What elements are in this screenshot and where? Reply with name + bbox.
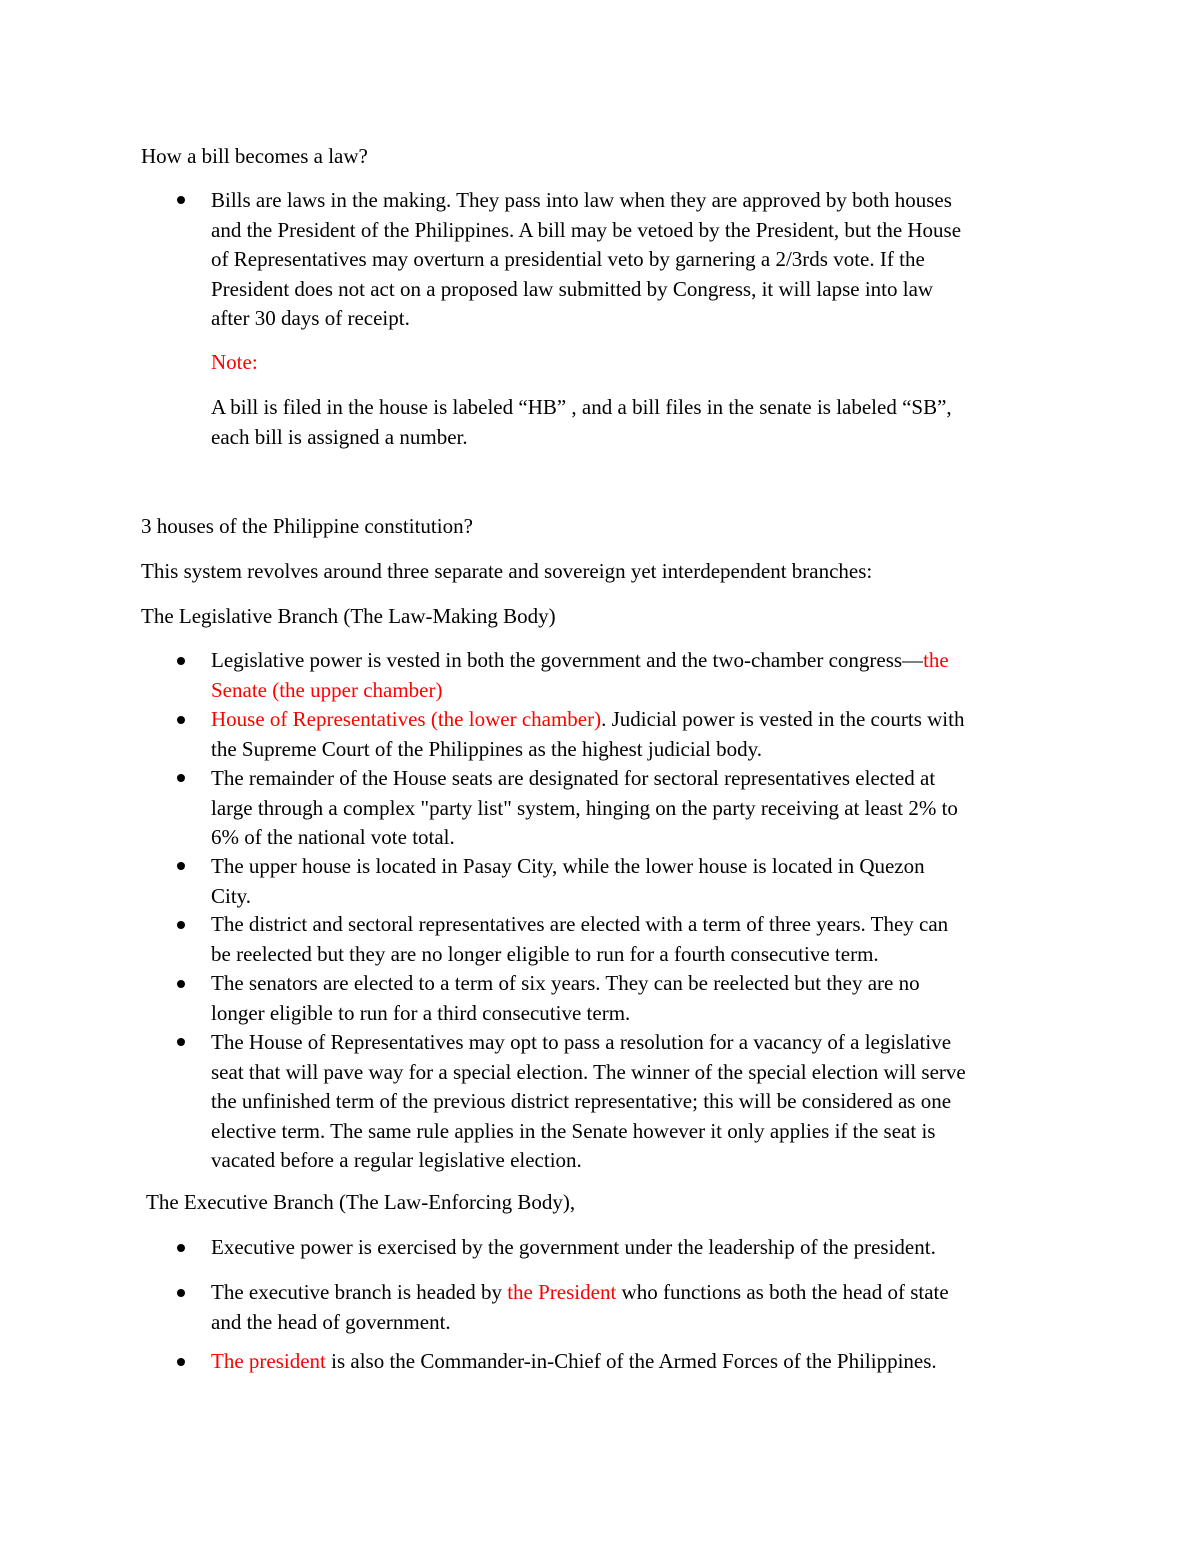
bullet-icon (177, 774, 185, 782)
legislative-branch-heading: The Legislative Branch (The Law-Making Body) (141, 604, 556, 628)
executive-bullet-3: The president is also the Commander-in-Chief of the Armed Forces of the Philippines. (211, 1349, 937, 1373)
legislative-bullet-3: The remainder of the House seats are designated for sectoral representatives elected at large through a complex "party list" system, hinging on the party receiving at least 2% to 6% of the national vote total. (211, 766, 958, 850)
bullet-bill-process: Bills are laws in the making. They pass into law when they are approved by both houses and the President of the Philippines. A bill may be vetoed by the President, but the House of Representatives may overturn a presidential veto by garnering a 2/3rds vote. If the President does not act on a proposed law submitted by Congress, it will lapse into law after 30 days of receipt. (211, 188, 962, 331)
bullet-icon (177, 980, 185, 988)
section-heading-bill-to-law: How a bill becomes a law? (141, 144, 368, 168)
legislative-bullet-6: The senators are elected to a term of six years. They can be reelected but they are no longer eligible to run for a third consecutive term. (211, 971, 920, 1025)
note-text: A bill is filed in the house is labeled “HB” , and a bill files in the senate is labeled “SB”, each bill is assigned a number. (211, 395, 952, 449)
bullet-icon (177, 1358, 185, 1366)
bullet-icon (177, 196, 185, 204)
bullet-icon (177, 657, 185, 665)
bullet-icon (177, 862, 185, 870)
legislative-bullet-1: Legislative power is vested in both the government and the two-chamber congress—the Senate (the upper chamber) (211, 648, 949, 702)
legislative-bullet-4: The upper house is located in Pasay City, while the lower house is located in Quezon City. (211, 854, 925, 908)
legislative-bullet-7: The House of Representatives may opt to pass a resolution for a vacancy of a legislative seat that will pave way for a special election. The winner of the special election will serve the unfinished term of the previous district representative; this will be considered as one elective term. The same rule applies in the Senate however it only applies if the seat is vacated before a regular legislative election. (211, 1030, 966, 1173)
bullet-icon (177, 716, 185, 724)
section-heading-three-houses: 3 houses of the Philippine constitution? (141, 514, 473, 538)
bullet-icon (177, 1038, 185, 1046)
legislative-bullet-2: House of Representatives (the lower chamber). Judicial power is vested in the courts with the Supreme Court of the Philippines as the highest judicial body. (211, 707, 965, 761)
note-label: Note: (211, 350, 258, 374)
executive-bullet-2: The executive branch is headed by the President who functions as both the head of state and the head of government. (211, 1280, 949, 1334)
executive-bullet-1: Executive power is exercised by the government under the leadership of the president. (211, 1235, 936, 1259)
executive-branch-heading: The Executive Branch (The Law-Enforcing Body), (146, 1190, 576, 1214)
bullet-icon (177, 921, 185, 929)
legislative-bullet-5: The district and sectoral representatives are elected with a term of three years. They can be reelected but they are no longer eligible to run for a fourth consecutive term. (211, 912, 949, 966)
bullet-icon (177, 1289, 185, 1297)
bullet-icon (177, 1244, 185, 1252)
section-intro: This system revolves around three separate and sovereign yet interdependent branches: (141, 559, 873, 583)
